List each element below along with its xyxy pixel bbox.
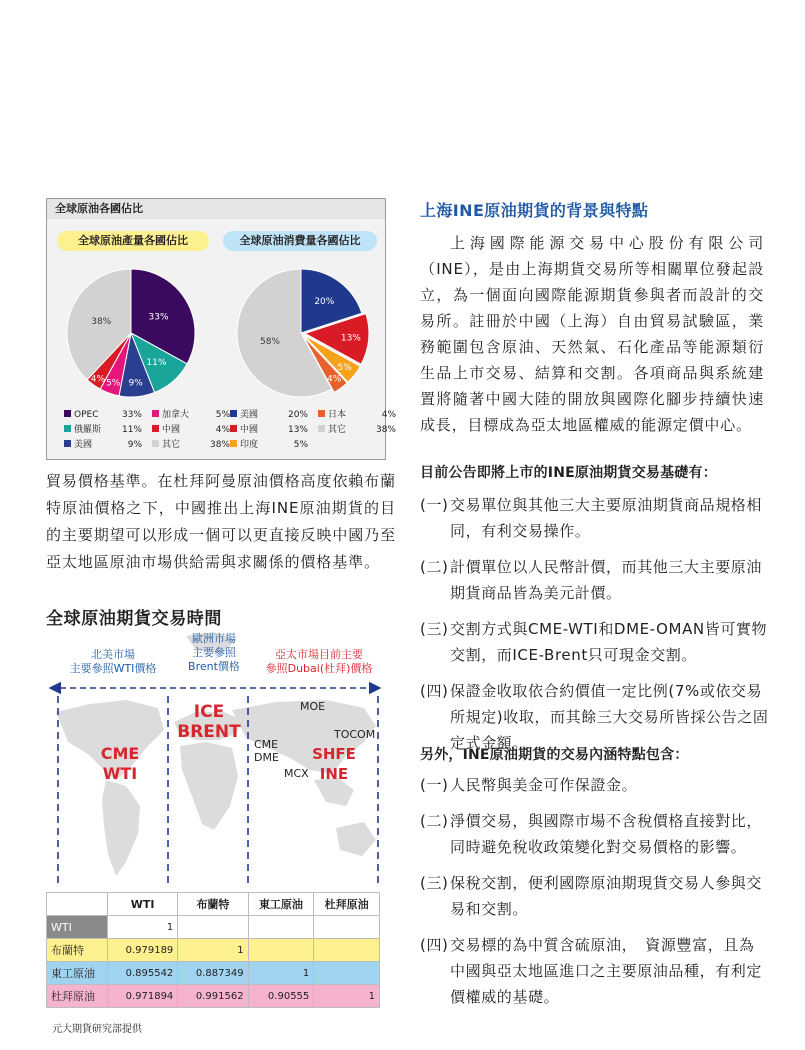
list-marker: (四) [420, 682, 449, 700]
legend-swatch [152, 410, 159, 417]
legend-swatch [230, 425, 237, 432]
production-legend-column [152, 408, 230, 453]
ine-features-list [420, 772, 770, 1020]
legend-value: 5% [293, 440, 308, 450]
table-row [47, 939, 380, 962]
legend-swatch [64, 440, 71, 447]
list-marker: (二) [420, 558, 449, 576]
legend-value: 13% [287, 425, 308, 435]
legend-swatch [318, 410, 325, 417]
list-text: 人民幣與美金可作保證金。 [450, 776, 638, 794]
legend-swatch [318, 425, 325, 432]
production-legend-column [64, 408, 142, 453]
legend-name: 美國 [74, 440, 93, 450]
exchange-shfe-ine [306, 744, 362, 784]
production-legend-item [64, 408, 142, 423]
list-text: 保證金收取依合約價值一定比例(7%或依交易所規定)收取，而其餘三大交易所皆採公告之固定式金額。 [450, 682, 769, 752]
production-pie-slice-label-5: 38% [91, 317, 112, 328]
table-cell: 1 [314, 985, 380, 1008]
list-marker: (一) [420, 496, 449, 514]
legend-value: 38% [375, 425, 396, 435]
table-cell [178, 916, 248, 939]
consumption-legend-column [318, 408, 396, 438]
table-cell: 0.887349 [178, 962, 248, 985]
asia-pacific-market-label [254, 648, 384, 676]
exchange-cme-wti [96, 744, 144, 784]
exchange-tocom: TOCOM [334, 728, 376, 741]
legend-name: 日本 [328, 410, 347, 420]
consumption-legend [230, 408, 396, 453]
consumption-legend-item [318, 423, 396, 438]
legend-value: 4% [381, 410, 396, 420]
exchange-mcx: MCX [284, 767, 309, 780]
consumption-pie-slice-label-1: 13% [340, 333, 361, 344]
europe-market-label [174, 632, 254, 674]
legend-value: 4% [215, 425, 230, 435]
legend-swatch [64, 425, 71, 432]
legend-swatch [230, 440, 237, 447]
pie-charts [47, 253, 385, 403]
region-ap-line1: 亞太市場目前主要 [275, 648, 363, 661]
list-marker: (三) [420, 874, 449, 892]
exchange-ine: INE [319, 765, 349, 783]
table-cell [248, 916, 314, 939]
consumption-legend-column [230, 408, 308, 453]
consumption-pie-slice-label-0: 20% [314, 296, 335, 307]
ine-basics-list-item [420, 616, 770, 668]
production-legend-item [152, 408, 230, 423]
legend-name: OPEC [74, 410, 99, 420]
region-ap-line2: 參照Dubai(杜拜)價格 [265, 662, 373, 675]
table-row-label: 東工原油 [47, 962, 108, 985]
north-america-market-label [46, 648, 180, 676]
left-body-text: 貿易價格基準。在杜拜阿曼原油價格高度依賴布蘭特原油價格之下，中國推出上海INE原油期貨的目的主要期望可以形成一個可以更直接反映中國乃至亞太地區原油市場供給需與求關係的價格基準。 [46, 472, 396, 571]
list-marker: (二) [420, 812, 449, 830]
production-pie-slice-label-2: 11% [146, 357, 167, 368]
legend-swatch [64, 410, 71, 417]
table-column-header: 布蘭特 [178, 893, 248, 916]
ine-basics-heading: 目前公告即將上市的INE原油期貨交易基礎有： [420, 465, 717, 481]
table-column-header: 東工原油 [248, 893, 314, 916]
list-text: 保稅交割，便利國際原油期現貨交易人參與交易和交割。 [450, 874, 763, 918]
region-eu-line2: 主要參照 [192, 646, 236, 659]
consumption-pie-slice-label-4: 58% [259, 336, 281, 347]
legend-value: 20% [287, 410, 308, 420]
consumption-legend-item [230, 408, 308, 423]
exchange-shfe: SHFE [312, 745, 356, 763]
ine-features-list-item [420, 932, 770, 1010]
table-cell: 1 [108, 916, 178, 939]
production-share-label: 全球原油產量各國佔比 [57, 231, 209, 251]
table-cell: 0.895542 [108, 962, 178, 985]
consumption-pie-slice-label-3: 4% [327, 374, 342, 385]
ine-features-heading: 另外，INE原油期貨的交易內涵特點包含： [420, 747, 689, 763]
list-marker: (一) [420, 776, 449, 794]
list-text: 交割方式與CME-WTI和DME-OMAN皆可實物交割，而ICE-Brent只可現金交割。 [450, 620, 768, 664]
region-eu-line1: 歐洲市場 [192, 632, 236, 645]
trading-hours-map [46, 630, 386, 886]
legend-swatch [152, 425, 159, 432]
table-row-label: 布蘭特 [47, 939, 108, 962]
ine-basics-list-item [420, 492, 770, 544]
exchange-ice-brent [176, 702, 242, 742]
legend-name: 中國 [240, 425, 259, 435]
table-row [47, 962, 380, 985]
table-row-label: 杜拜原油 [47, 985, 108, 1008]
table-row-label: WTI [47, 916, 108, 939]
production-legend-item [152, 438, 230, 453]
region-na-line2: 主要參照WTI價格 [69, 662, 157, 675]
table-cell: 0.971894 [108, 985, 178, 1008]
consumption-legend-item [318, 408, 396, 423]
consumption-pie [237, 269, 369, 397]
production-pie-slice-label-4: 9% [128, 378, 143, 389]
exchange-cme: CME [100, 744, 140, 763]
legend-name: 加拿大 [162, 410, 190, 420]
legend-name: 俄羅斯 [74, 425, 102, 435]
ine-basics-list [420, 492, 770, 766]
exchange-moe: MOE [300, 700, 326, 713]
list-text: 計價單位以人民幣計價，而其他三大主要原油期貨商品皆為美元計價。 [450, 558, 763, 602]
correlation-table [46, 892, 380, 1008]
list-text: 交易單位與其他三大主要原油期貨商品規格相同，有利交易操作。 [450, 496, 763, 540]
table-cell: 0.991562 [178, 985, 248, 1008]
production-legend-item [64, 423, 142, 438]
ine-features-list-item [420, 870, 770, 922]
source-note: 元大期貨研究部提供 [52, 1024, 142, 1035]
table-cell [314, 939, 380, 962]
legend-value: 33% [121, 410, 142, 420]
table-cell [314, 916, 380, 939]
table-column-header: WTI [108, 893, 178, 916]
table-cell [314, 962, 380, 985]
legend-name: 其它 [328, 425, 347, 435]
table-cell: 0.90555 [248, 985, 314, 1008]
region-eu-line3: Brent價格 [188, 660, 240, 673]
correlation-table-body [47, 916, 380, 1008]
legend-name: 中國 [162, 425, 181, 435]
production-legend-item [64, 438, 142, 453]
consumption-legend-item [230, 438, 308, 453]
exchange-wti: WTI [102, 764, 138, 783]
production-pie-slice-label-0: 33% [148, 312, 169, 323]
production-legend [64, 408, 230, 453]
legend-name: 其它 [162, 440, 181, 450]
legend-name: 印度 [240, 440, 259, 450]
table-cell: 1 [248, 962, 314, 985]
ine-section-title: 上海INE原油期貨的背景與特點 [420, 201, 649, 220]
table-cell: 0.979189 [108, 939, 178, 962]
production-pie-slice-label-1: 5% [106, 378, 121, 389]
exchange-dme: DME [254, 751, 279, 764]
list-marker: (三) [420, 620, 449, 638]
list-marker: (四) [420, 936, 449, 954]
oil-share-panel-title: 全球原油各國佔比 [47, 199, 385, 219]
table-row [47, 985, 380, 1008]
consumption-pie-slice-label-2: 5% [337, 362, 352, 373]
consumption-legend-item [230, 423, 308, 438]
futures-hours-title: 全球原油期貨交易時間 [46, 609, 222, 629]
legend-swatch [230, 410, 237, 417]
exchange-cme-dme [254, 738, 279, 764]
exchange-brent: BRENT [177, 722, 241, 742]
ine-features-list-item [420, 808, 770, 860]
exchange-ice: ICE [193, 702, 225, 722]
ine-features-list-item [420, 772, 770, 798]
ine-basics-list-item [420, 554, 770, 606]
legend-value: 9% [127, 440, 142, 450]
production-legend-item [152, 423, 230, 438]
table-row [47, 916, 380, 939]
production-pie [67, 269, 195, 397]
legend-swatch [152, 440, 159, 447]
table-cell [248, 939, 314, 962]
list-text: 交易標的為中質含硫原油， 資源豐富，且為中國與亞太地區進口之主要原油品種，有利定價權威的基礎。 [450, 936, 763, 1006]
exchange-cme-asia: CME [254, 738, 279, 751]
legend-value: 11% [121, 425, 142, 435]
ine-intro-text: 上海國際能源交易中心股份有限公司（INE），是由上海期貨交易所等相關單位發起設立，為一個面向國際能源期貨參與者而設計的交易所。註冊於中國（上海）自由貿易試驗區，業務範圍包含原油、天然氣、石化產品等能源類衍生品上市交易、結算和交割。各項商品與系統建置將隨著中國大陸的開放與國際化腳步持續快速成長，目標成為亞太地區權威的能源定價中心。 [420, 234, 764, 434]
table-cell: 1 [178, 939, 248, 962]
list-text: 淨價交易，與國際市場不含稅價格直接對比，同時避免稅收政策變化對交易價格的影響。 [450, 812, 763, 856]
legend-name: 美國 [240, 410, 259, 420]
consumption-share-label: 全球原油消費量各國佔比 [223, 231, 377, 251]
region-na-line1: 北美市場 [91, 648, 135, 661]
table-corner [47, 893, 108, 916]
legend-value: 5% [215, 410, 230, 420]
correlation-table-header [47, 893, 380, 916]
production-pie-slice-label-3: 4% [90, 374, 106, 385]
legend-value: 38% [209, 440, 230, 450]
table-column-header: 杜拜原油 [314, 893, 380, 916]
